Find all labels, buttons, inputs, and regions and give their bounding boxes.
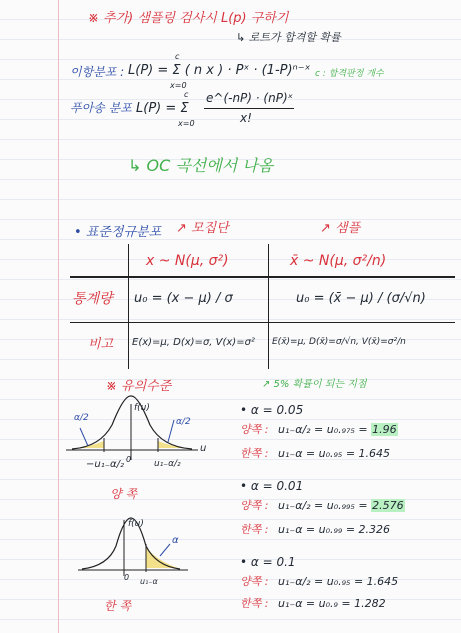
two-sided-f-label: f(u) [134, 403, 150, 413]
one-critical-tick: u₁₋α [140, 577, 158, 586]
row2-col1: E(x)=μ, D(x)=σ, V(x)=σ² [132, 337, 255, 348]
both-caption: 양 쪽 [110, 487, 137, 501]
right-alpha-half: α/2 [176, 417, 191, 427]
poisson-sum-bottom: x=0 [178, 119, 195, 128]
poisson-label: 푸아송 분포 : [70, 101, 140, 115]
page-subtitle: ↳ 로트가 합격할 확률 [236, 31, 341, 44]
alpha-005-one-label: 한쪽 : [240, 447, 269, 460]
alpha-01-one: u₁₋α = u₀.₉ = 1.282 [278, 597, 386, 610]
alpha-01: • α = 0.1 [240, 555, 296, 569]
page-title: ※ 추가) 샘플링 검사시 L(p) 구하기 [88, 11, 289, 26]
critical-point-note: ↗ 5% 확률이 되는 지점 [262, 379, 367, 390]
binomial-note: c : 합격판정 개수 [315, 69, 384, 79]
table-col1-header: x ~ N(μ, σ²) [146, 253, 229, 269]
poisson-numerator: e^(-nP) · (nP)ˣ [206, 91, 293, 105]
poisson-formula: L(P) = Σ [136, 101, 189, 116]
alpha-005-two-label: 양쪽 : [240, 423, 269, 436]
alpha-005-two: u₁₋α/₂ = u₀.₉₇₅ = 1.96 [278, 423, 397, 436]
one-caption: 한 쪽 [104, 599, 131, 613]
binomial-label: 이항분포 : [70, 65, 125, 79]
row1-col1: u₀ = (x − μ) / σ [134, 291, 233, 306]
left-alpha-half: α/2 [74, 413, 89, 423]
alpha-001-two: u₁₋α/₂ = u₀.₉₉₅ = 2.576 [278, 499, 404, 512]
binomial-sum-top: c [175, 52, 180, 61]
sample-label: ↗ 샘플 [320, 221, 361, 236]
alpha-01-one-label: 한쪽 : [240, 597, 269, 610]
alpha-001-one-label: 한쪽 : [240, 523, 269, 536]
poisson-denominator: x! [240, 111, 252, 125]
alpha-001: • α = 0.01 [240, 479, 304, 493]
alpha-001-one: u₁₋α = u₀.₉₉ = 2.326 [278, 523, 391, 536]
normal-heading: • 표준정규분포 [74, 225, 162, 240]
alpha-005-one: u₁₋α = u₀.₉₅ = 1.645 [278, 447, 391, 460]
pos-critical-tick: u₁₋α/₂ [154, 459, 181, 469]
two-sided-u-label: u [200, 443, 207, 454]
alpha-005-two-value: 1.96 [372, 423, 397, 436]
alpha-005: • α = 0.05 [240, 403, 304, 417]
alpha-001-two-label: 양쪽 : [240, 499, 269, 512]
row1-col2: u₀ = (x̄ − μ) / (σ/√n) [296, 291, 426, 306]
row2-col2: E(x̄)=μ, D(x̄)=σ/√n, V(x̄)=σ²/n [272, 337, 406, 347]
alpha-01-two: u₁₋α/₂ = u₀.₉₅ = 1.645 [278, 575, 399, 588]
one-alpha-label: α [172, 535, 179, 546]
one-sided-zero: 0 [124, 573, 130, 582]
neg-critical-tick: −u₁₋α/₂ [86, 459, 124, 470]
one-alpha-arrow [160, 544, 170, 556]
binomial-formula: L(P) = Σ ( n x ) · Pˣ · (1-P)ⁿ⁻ˣ [128, 63, 311, 78]
significance-heading: ※ 유의수준 [106, 379, 172, 394]
row-label-statistic: 통계량 [72, 291, 113, 307]
population-label: ↗ 모집단 [176, 221, 229, 236]
two-sided-zero: 0 [126, 455, 132, 464]
one-sided-f-label: f(u) [128, 519, 144, 529]
oc-note: ↳ OC 곡선에서 나옴 [128, 156, 274, 175]
table-col2-header: x̄ ~ N(μ, σ²/n) [290, 253, 387, 269]
poisson-sum-top: c [184, 90, 189, 99]
binomial-sum-bottom: x=0 [170, 81, 187, 90]
alpha-001-two-value: 2.576 [372, 499, 404, 512]
alpha-01-two-label: 양쪽 : [240, 575, 269, 588]
one-tail-shade [146, 548, 178, 568]
row-label-note: 비고 [88, 337, 114, 352]
